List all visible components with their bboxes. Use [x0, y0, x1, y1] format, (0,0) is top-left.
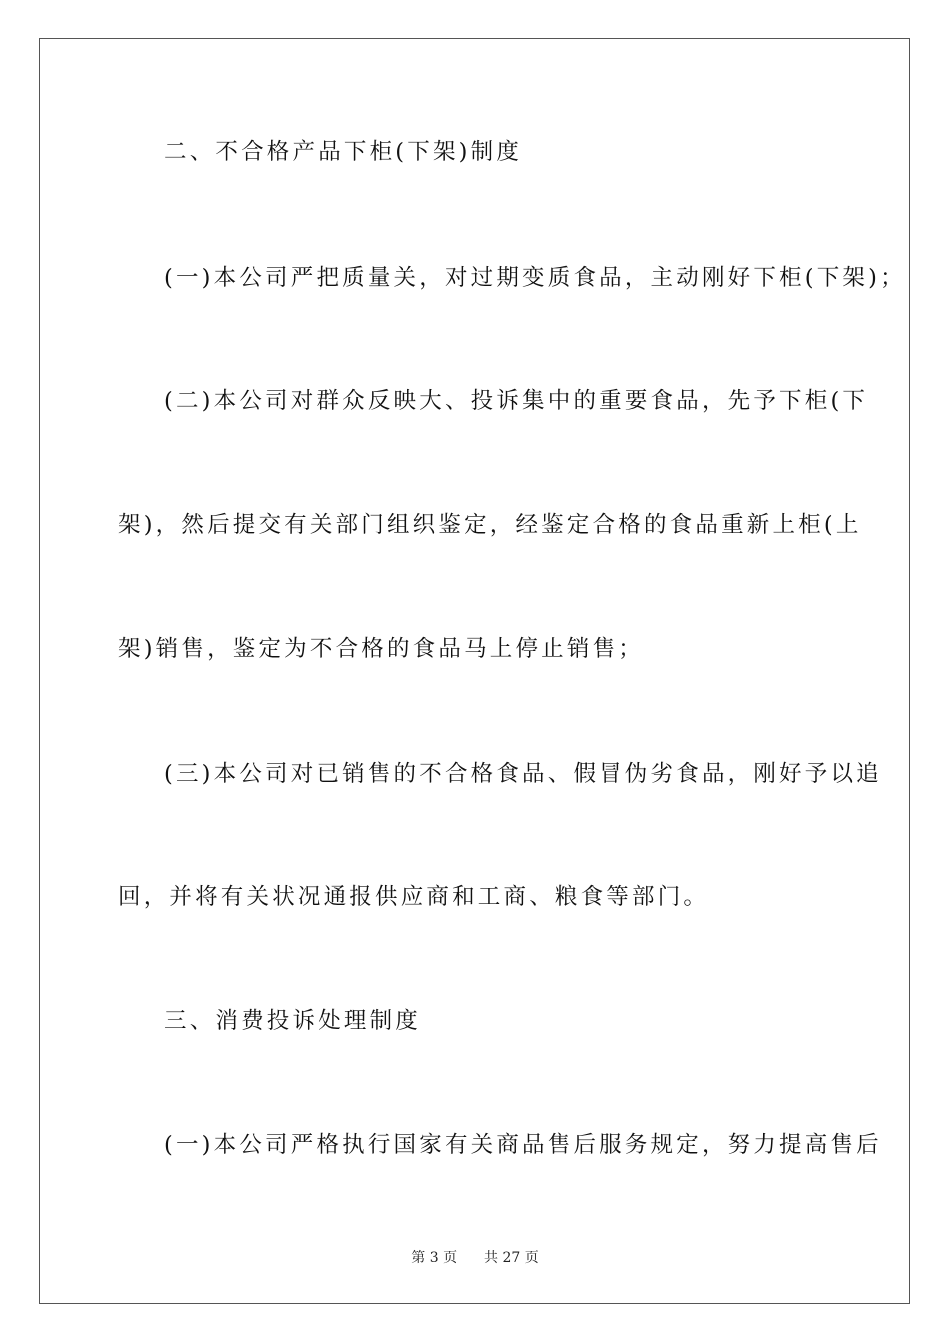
paragraph-line: (一)本公司严格执行国家有关商品售后服务规定，努力提高售后: [164, 1132, 882, 1158]
paragraph-line: 架)，然后提交有关部门组织鉴定，经鉴定合格的食品重新上柜(上: [118, 512, 862, 538]
paragraph-line: 回，并将有关状况通报供应商和工商、粮食等部门。: [118, 884, 710, 910]
section-heading-3: 三、消费投诉处理制度: [164, 1008, 422, 1034]
paragraph-line: 架)销售，鉴定为不合格的食品马上停止销售；: [118, 636, 644, 662]
page-number: 第 3 页: [411, 1250, 458, 1266]
paragraph-line: (三)本公司对已销售的不合格食品、假冒伪劣食品，刚好予以追: [164, 761, 882, 787]
page-total: 共 27 页: [484, 1250, 539, 1266]
page-border: [39, 38, 910, 1304]
page-footer: [0, 1248, 950, 1268]
section-heading-2: 二、不合格产品下柜(下架)制度: [164, 139, 523, 165]
paragraph-line: (二)本公司对群众反映大、投诉集中的重要食品，先予下柜(下: [164, 388, 869, 414]
paragraph-line: (一)本公司严把质量关，对过期变质食品，主动刚好下柜(下架)；: [164, 265, 906, 291]
